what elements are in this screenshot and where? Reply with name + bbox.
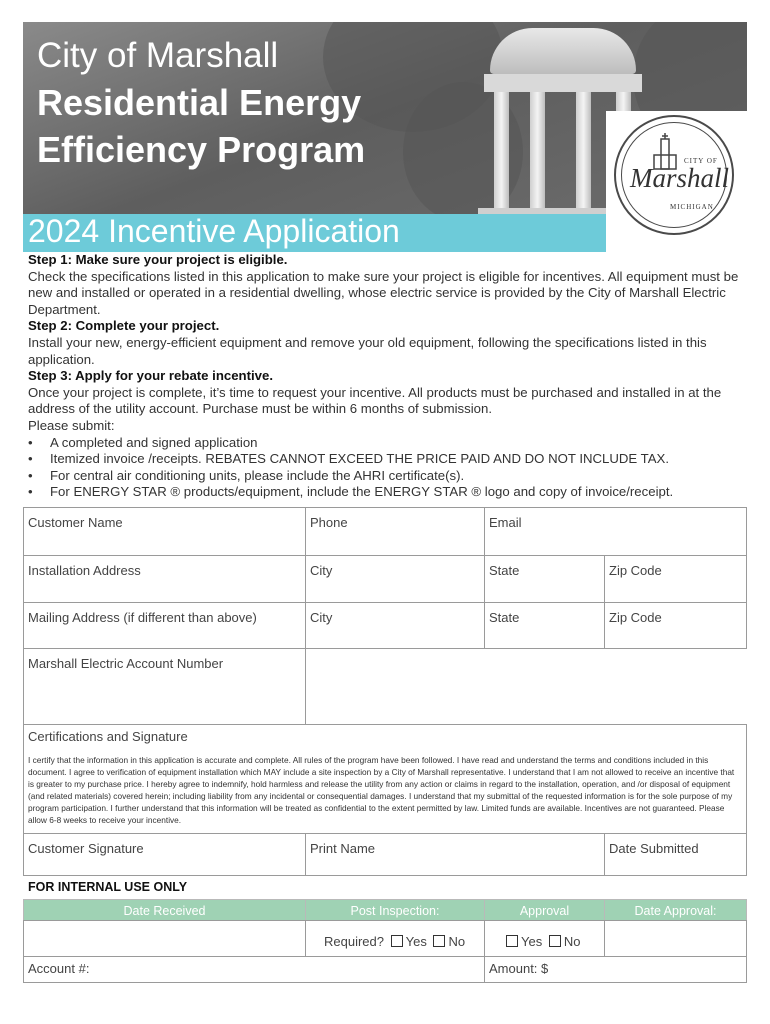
install-zip-field[interactable] — [604, 555, 747, 603]
yes-label: Yes — [521, 934, 543, 949]
step-2-heading: Step 2: Complete your project. — [28, 318, 220, 334]
application-title: 2024 Incentive Application — [28, 213, 400, 249]
mailing-city-field[interactable] — [305, 602, 485, 649]
date-received-header: Date Received — [23, 899, 306, 921]
phone-label: Phone — [310, 515, 348, 530]
post-inspection-field — [305, 920, 485, 957]
submit-list-item: • For central air conditioning units, please include the AHRI certificate(s). — [28, 468, 748, 485]
step-3-heading: Step 3: Apply for your rebate incentive. — [28, 368, 273, 384]
approval-yes-checkbox[interactable] — [506, 935, 518, 947]
yes-label: Yes — [405, 934, 427, 949]
post-inspection-header: Post Inspection: — [305, 899, 485, 921]
print-name-label: Print Name — [310, 841, 376, 856]
customer-signature-field[interactable] — [23, 833, 306, 876]
mailing-address-label: Mailing Address (if different than above) — [28, 610, 257, 625]
application-title-strip — [23, 214, 606, 252]
logo-name: Marshall — [630, 163, 730, 193]
install-state-field[interactable] — [484, 555, 605, 603]
customer-name-label: Customer Name — [28, 515, 123, 530]
submit-list-item: • A completed and signed application — [28, 435, 748, 452]
zip-label: Zip Code — [609, 563, 662, 578]
date-approval-header: Date Approval: — [604, 899, 747, 921]
approval-field — [484, 920, 605, 957]
email-field[interactable] — [484, 507, 747, 556]
approval-no-checkbox[interactable] — [549, 935, 561, 947]
date-submitted-field[interactable] — [604, 833, 747, 876]
state-label: State — [489, 563, 520, 578]
certification-text: I certify that the information in this application is accurate and complete. All rules of the program have been followed. I have read and understand the terms and conditions included in this document. I agree to verification of equipment installation which MAY include a site inspection by a City of Marshall representative. I understand that I am not allowed to receive an incentive that is greater to my purchase price. I hereby agree to indemnify, hold harmless and release the utility from any action or claims in regard to the installation, operation, and /or disposal of equipment (and related materials) covered herein; including liability from any incidental or consequential damages. I understand that my submittal of the requested information is for the sole purpose of my program participation. I further understand that this information will be treated as confidential to the extent permitted by law. Limited funds are available. Incentives are not guaranteed. Please allow 6-8 weeks to receive your incentive. — [28, 755, 735, 825]
logo-city-of: CITY OF — [684, 157, 718, 165]
mailing-address-field[interactable] — [23, 602, 306, 649]
account-field[interactable] — [23, 956, 485, 983]
date-submitted-label: Date Submitted — [609, 841, 699, 856]
amount-label: Amount: $ — [489, 961, 549, 976]
logo-seal — [614, 115, 734, 235]
city-label: City — [310, 610, 333, 625]
please-submit-label: Please submit: — [28, 417, 115, 433]
step-1-text: Check the specifications listed in this application to make sure your project is eligible for incentives. All equipment must be new and installed or operated in a residential dwelling, whose electric service is provided by the City of Marshall Electric Department. — [28, 268, 739, 317]
required-label: Required? — [324, 934, 384, 949]
no-label: No — [563, 934, 581, 949]
customer-name-field[interactable] — [23, 507, 306, 556]
mailing-state-field[interactable] — [484, 602, 605, 649]
phone-field[interactable] — [305, 507, 485, 556]
email-label: Email — [489, 515, 522, 530]
account-number-field[interactable] — [23, 648, 306, 725]
mailing-zip-field[interactable] — [604, 602, 747, 649]
city-logo — [606, 111, 747, 252]
certification-section — [23, 724, 747, 834]
internal-use-heading: FOR INTERNAL USE ONLY — [28, 880, 188, 894]
city-label: City — [310, 563, 333, 578]
certification-title: Certifications and Signature — [28, 729, 188, 744]
step-3-text: Once your project is complete, it’s time to request your incentive. All products must be purchased and installed in at the address of the utility account. Purchase must be within 6 months of submission. — [28, 384, 722, 417]
date-received-field[interactable] — [23, 920, 306, 957]
installation-address-field[interactable] — [23, 555, 306, 603]
account-number-label: Marshall Electric Account Number — [28, 656, 224, 671]
submit-list-item: • For ENERGY STAR ® products/equipment, include the ENERGY STAR ® logo and copy of invoice/receipt. — [28, 484, 748, 501]
step-2-text: Install your new, energy-efficient equipment and remove your old equipment, following the specifications listed in this application. — [28, 334, 707, 367]
banner-city-title: City of Marshall — [37, 36, 279, 75]
account-label: Account #: — [28, 961, 90, 976]
installation-address-label: Installation Address — [28, 563, 141, 578]
state-label: State — [489, 610, 520, 625]
submit-list — [28, 435, 748, 501]
print-name-field[interactable] — [305, 833, 605, 876]
logo-state: MICHIGAN — [670, 203, 714, 211]
submit-list-item: • Itemized invoice /receipts. REBATES CANNOT EXCEED THE PRICE PAID AND DO NOT INCLUDE TAX. — [28, 451, 748, 468]
customer-signature-label: Customer Signature — [28, 841, 144, 856]
banner-program-title-2: Efficiency Program — [37, 129, 366, 170]
approval-header: Approval — [484, 899, 605, 921]
date-approval-field[interactable] — [604, 920, 747, 957]
step-1-heading: Step 1: Make sure your project is eligible. — [28, 252, 288, 267]
inspection-no-checkbox[interactable] — [433, 935, 445, 947]
amount-field[interactable] — [484, 956, 747, 983]
install-city-field[interactable] — [305, 555, 485, 603]
no-label: No — [448, 934, 466, 949]
zip-label: Zip Code — [609, 610, 662, 625]
banner-program-title-1: Residential Energy — [37, 82, 362, 123]
inspection-yes-checkbox[interactable] — [391, 935, 403, 947]
instructions — [28, 252, 748, 501]
